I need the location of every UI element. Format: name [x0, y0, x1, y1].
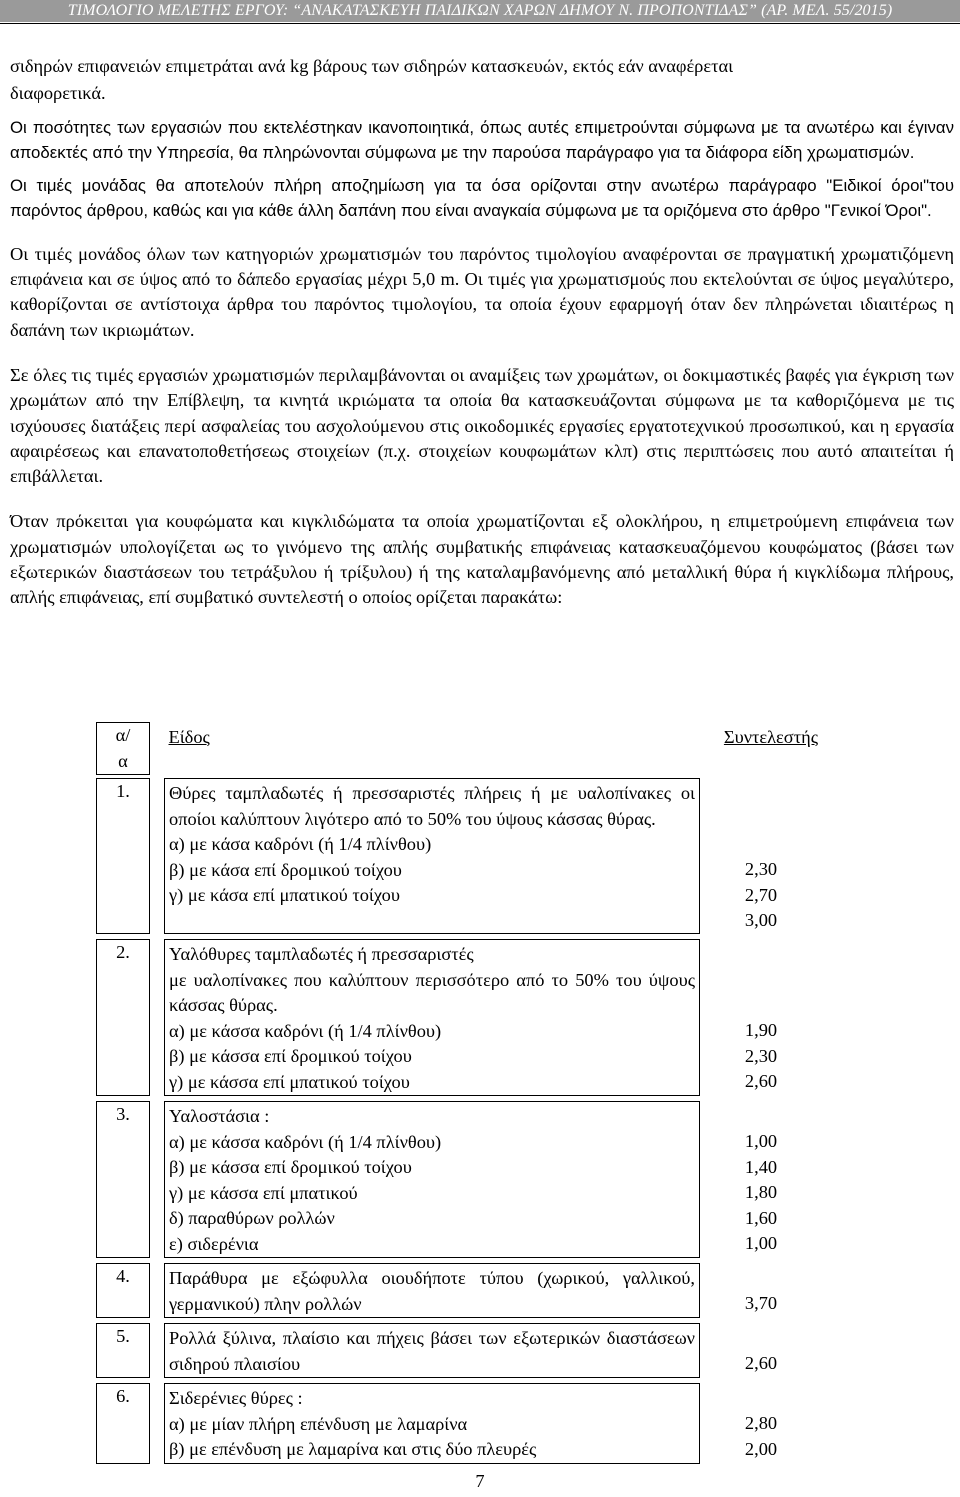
- coefficients-table: [96, 722, 822, 1464]
- row-description: Σιδερένιες θύρες : α) με μίαν πλήρη επένδυση με λαμαρίνα β) με επένδυση με λαμαρίνα και στις δύο πλευρές: [165, 1384, 700, 1464]
- paragraph-6: Όταν πρόκειται για κουφώματα και κιγκλιδώματα τα οποία χρωματίζονται εξ ολοκλήρου, η επιμετρούμενη επιφάνεια των χρωματισμών υπολογίζεται ως το γινόμενο της απλής συμβατικής επιφάνειας κατασκευαζόμενου κουφώματος (βάσει των εξωτερικών διαστάσεων του τετράξυλου ή τρίξυλου) ή της καταλαμβανόμενης από μεταλλική θύρα ή κιγκλίδωμα πλήρους, απλής επιφάνειας, επί συμβατικό συντελεστή ο οποίος ορίζεται παρακάτω:: [10, 511, 954, 608]
- row-description: Υαλοστάσια : α) με κάσσα καδρόνι (ή 1/4 πλίνθου) β) με κάσσα επί δρομικού τοίχου γ) με κάσσα επί μπατικού δ) παραθύρων ρολλών ε) σιδερένια: [165, 1102, 700, 1258]
- row-description: Ρολλά ξύλινα, πλαίσιο και πήχεις βάσει των εξωτερικών διαστάσεων σιδηρού πλαισίου: [165, 1324, 700, 1378]
- row-coefficients: 2,80 2,00: [744, 1413, 778, 1459]
- table-row: [97, 1384, 823, 1464]
- row-number: 6.: [97, 1384, 150, 1464]
- row-number: 2.: [97, 940, 150, 1096]
- row-number: 3.: [97, 1102, 150, 1258]
- table-row: [97, 779, 823, 934]
- row-number: 4.: [97, 1264, 150, 1318]
- paragraph-5: Σε όλες τις τιμές εργασιών χρωματισμών περιλαμβάνονται οι αναμίξεις των χρωμάτων, οι δοκιμαστικές βαφές για έγκριση των χρωμάτων από την Επίβλεψη, τα κινητά ικριώματα τα οποία θα κατασκευάζονται σύμφωνα με τα καθοριζόμενα με τις ισχύουσες διατάξεις περί ασφαλείας του ασχολούμενου στις οικοδομικές εργασίες εργατοτεχνικού προσωπικού, και η εργασία αφαιρέσεως και επανατοποθετήσεως στοιχείων (π.χ. στοιχείων κουφωμάτων κλπ) στις περιπτώσεις που αυτό απαιτείται ή επιβάλλεται.: [10, 364, 954, 487]
- document-body: [10, 54, 954, 611]
- row-coefficients: 2,60: [744, 1353, 778, 1373]
- table-header-kind: Είδος: [168, 726, 210, 747]
- row-number: 1.: [97, 779, 150, 934]
- paragraph-4: Οι τιμές μονάδος όλων των κατηγοριών χρωματισμών του παρόντος τιμολογίου αναφέρονται σε πραγματική χρωματιζόμενη επιφάνεια και σε ύψος από το δάπεδο εργασίας μέχρι 5,0 m. Οι τιμές για χρωματισμούς που εκτελούνται σε ύψος μεγαλύτερο, καθορίζονται σε αντίστοιχα άρθρα του παρόντος τιμολογίου, τα οποία έχουν εφαρμογή όταν δεν πληρώνεται ιδιαιτέρως η δαπάνη των ικριωμάτων.: [10, 243, 954, 340]
- row-number: 5.: [97, 1324, 150, 1378]
- page-number: 7: [475, 1471, 485, 1491]
- paragraph-1-line-2: διαφορετικά.: [10, 83, 106, 104]
- paragraph-2: Οι ποσότητες των εργασιών που εκτελέστηκαν ικανοποιητικά, όπως αυτές επιμετρούνται σύμφωνα με τα ανωτέρω και έγιναν αποδεκτές από την Υπηρεσία, θα πληρώνονται σύμφωνα με την παρούσα παράγραφο για τα διάφορα είδη χρωματισμών.: [10, 117, 954, 162]
- row-description: Υαλόθυρες ταμπλαδωτές ή πρεσσαριστές με υαλοπίνακες που καλύπτουν περισσότερο από το 50% του ύψους κάσσας θύρας. α) με κάσσα καδρόνι (ή 1/4 πλίνθου) β) με κάσσα επί δρομικού τοίχου γ) με κάσσα επί μπατικού τοίχου: [165, 940, 700, 1096]
- row-coefficients: 2,30 2,70 3,00: [744, 859, 778, 930]
- row-description: Παράθυρα με εξώφυλλα οιουδήποτε τύπου (χωρικού, γαλλικού, γερμανικού) πλην ρολλών: [165, 1264, 700, 1318]
- row-coefficients: 1,90 2,30 2,60: [744, 1020, 778, 1091]
- table-row: [97, 940, 823, 1096]
- paragraph-1-line-1: σιδηρών επιφανειών επιμετράται ανά kg βάρους των σιδηρών κατασκευών, εκτός εάν αναφέρεται: [10, 56, 734, 76]
- row-coefficients: 3,70: [744, 1293, 778, 1313]
- table-row: [97, 1324, 823, 1378]
- paragraph-1: [10, 54, 954, 107]
- table-header-row: [97, 723, 823, 775]
- table-row: [97, 1102, 823, 1258]
- table-row: [97, 1264, 823, 1318]
- header-rule: [0, 23, 960, 24]
- document-header-title: ΤΙΜΟΛΟΓΙΟ ΜΕΛΕΤΗΣ ΕΡΓΟΥ: “ΑΝΑΚΑΤΑΣΚΕΥΗ ΠΑΙΔΙΚΩΝ ΧΑΡΩΝ ΔΗΜΟΥ Ν. ΠΡΟΠΟΝΤΙΔΑΣ” (ΑΡ. ΜΕΛ. 55/2015): [67, 2, 893, 19]
- table-header-no: α/α: [97, 723, 150, 775]
- table-header-coefficient: Συντελεστής: [723, 726, 818, 747]
- row-description: Θύρες ταμπλαδωτές ή πρεσσαριστές πλήρεις ή με υαλοπίνακες οι οποίοι καλύπτουν λιγότερο από το 50% του ύψους κάσσας θύρας. α) με κάσα καδρόνι (ή 1/4 πλίνθου) β) με κάσα επί δρομικού τοίχου γ) με κάσα επί μπατικού τοίχου: [165, 779, 700, 934]
- paragraph-3: Οι τιμές μονάδας θα αποτελούν πλήρη αποζημίωση για τα όσα ορίζονται στην ανωτέρω παράγραφο "Ειδικοί όροι"του παρόντος άρθρου, καθώς και για κάθε άλλη δαπάνη που είναι αναγκαία σύμφωνα με τα οριζόμενα στο άρθρο "Γενικοί Όροι".: [10, 176, 954, 221]
- row-coefficients: 1,00 1,40 1,80 1,60 1,00: [744, 1131, 778, 1253]
